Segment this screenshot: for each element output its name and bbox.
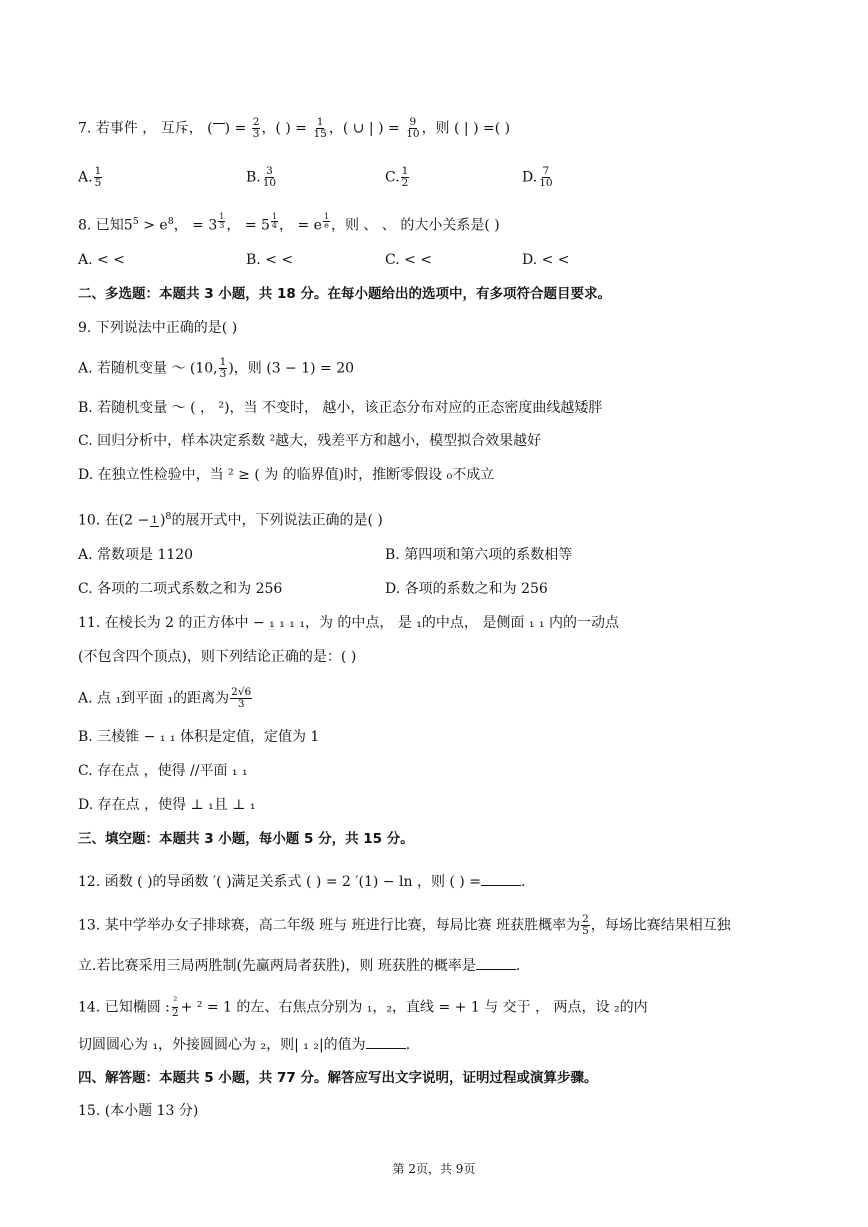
q8-option-d: D. < < [522, 252, 570, 268]
question-11-stem-line1: 11. 在棱长为 2 的正方体中 − ₁ ₁ ₁ ₁，为 的中点， 是 ₁的中点， 是侧面 ₁ ₁ 内的一动点 [78, 615, 619, 631]
question-7-stem [78, 117, 510, 140]
q7-text-b: ( [207, 120, 213, 137]
q9-option-b: B. 若随机变量 ～ ( ， ²)，当 不变时， 越小，该正态分布对应的正态密度曲线越矮胖 [78, 400, 603, 416]
q7-option-d: D. $\frac{7}{10}$ [522, 165, 553, 189]
q7-text-d: ，( ) = [261, 120, 307, 137]
q11-option-d: D. 存在点 ，使得 ⊥ ₁且 ⊥ ₁ [78, 797, 256, 813]
q7-option-a: A. $\frac{1}{5}$ [78, 165, 102, 189]
q11-option-b: B. 三棱锥 − ₁ ₁ 体积是定值，定值为 1 [78, 729, 320, 745]
q8-option-c: C. < < [385, 252, 433, 268]
question-13-line1: 13. 某中学举办女子排球赛，高二年级 班与 班进行比赛，每局比赛 班获胜概率为 $\frac{2}{5}$ ，每场比赛结果相互独 [78, 913, 731, 937]
q9-option-c: C. 回归分析中，样本决定系数 ²越大，残差平方和越小，模型拟合效果越好 [78, 433, 542, 449]
answer-blank[interactable] [366, 1034, 406, 1049]
q11-option-c: C. 存在点 ，使得 //平面 ₁ ₁ [78, 763, 248, 779]
q7-fraction-3: $\frac{9}{10}$ [406, 116, 420, 140]
question-12: 12. 函数 ( )的导函数 ′( )满足关系式 ( ) = 2 ′(1) − ln ，则 ( ) = . [78, 871, 525, 892]
q7-fraction-2: $\frac{1}{15}$ [313, 116, 327, 140]
q9-option-a: A. 若随机变量 ～ (10, $\frac{1}{3}$ )，则 (3 − 1) = 20 [78, 356, 355, 380]
question-14-line2: 切圆圆心为 ₁，外接圆圆心为 ₂，则| ₁ ₂|的值为 . [78, 1034, 410, 1055]
q11-option-a: A. 点 ₁到平面 ₁的距离为 $\frac{2√6}{3}$ [78, 686, 252, 710]
q7-text-c: ) = [224, 120, 247, 137]
q10-option-d: D. 各项的系数之和为 256 [385, 581, 548, 597]
q7-text-e: ，( ∪ | ) = [328, 120, 400, 137]
answer-blank[interactable] [476, 955, 516, 970]
q7-option-b: B. $\frac{3}{10}$ [246, 165, 277, 189]
section-4-heading: 四、解答题：本题共 5 小题，共 77 分。解答应写出文字说明，证明过程或演算步骤。 [78, 1070, 598, 1086]
page-footer: 第 2页，共 9页 [392, 1162, 476, 1176]
q8-option-a: A. < < [78, 252, 125, 268]
q8-exp-fraction-3: 1 e [323, 212, 330, 230]
section-2-heading: 二、多选题：本题共 3 小题，共 18 分。在每小题给出的选项中，有多项符合题目要求。 [78, 286, 611, 302]
q7-option-c: C. $\frac{1}{2}$ [385, 165, 409, 189]
question-11-stem-line2: (不包含四个顶点)，则下列结论正确的是：( ) [78, 649, 357, 665]
q10-option-c: C. 各项的二项式系数之和为 256 [78, 581, 283, 597]
question-9-stem: 9. 下列说法中正确的是( ) [78, 320, 238, 336]
question-14-line1: 14. 已知椭圆 : $\frac{\text{²}}{2}$ + ² = 1 的左、右焦点分别为 ₁，₂，直线 = + 1 与 交于 ， 两点，设 ₂的内 [78, 995, 648, 1019]
overline-mark [213, 123, 225, 134]
q8-exp-fraction-1: 1 3 [219, 212, 225, 230]
q7-fraction-1: $\frac{2}{3}$ [252, 116, 260, 140]
answer-blank[interactable] [481, 871, 521, 886]
section-3-heading: 三、填空题：本题共 3 小题，每小题 5 分，共 15 分。 [78, 831, 414, 847]
q7-text-f: ，则 ( | ) =( ) [421, 120, 511, 137]
q10-option-a: A. 常数项是 1120 [78, 547, 194, 563]
q8-option-b: B. < < [246, 252, 294, 268]
q9-option-d: D. 在独立性检验中，当 ² ≥ ( 为 的临界值)时，推断零假设 ₀不成立 [78, 467, 495, 483]
q7-text-a: 7. 若事件 ， 互斥， [78, 120, 203, 137]
question-15-stem: 15. (本小题 13 分) [78, 1103, 199, 1119]
question-10-stem: 10. 在(2 − 1 )$^8$的展开式中，下列说法正确的是( ) [78, 511, 383, 529]
question-13-line2: 立.若比赛采用三局两胜制(先赢两局者获胜)，则 班获胜的概率是 . [78, 955, 520, 976]
q8-exp-fraction-2: 1 4 [271, 212, 278, 230]
q10-option-b: B. 第四项和第六项的系数相等 [385, 547, 573, 563]
question-8-stem: 8. 已知$5^5 > e^8$， = 3 $^{\frac{1}{3}}$ ， = 5 $^{\frac{1}{4}}$ ， = e $^{\frac{1}{e}}$ ，则 、 、 的大小关系是( ) [78, 212, 500, 234]
